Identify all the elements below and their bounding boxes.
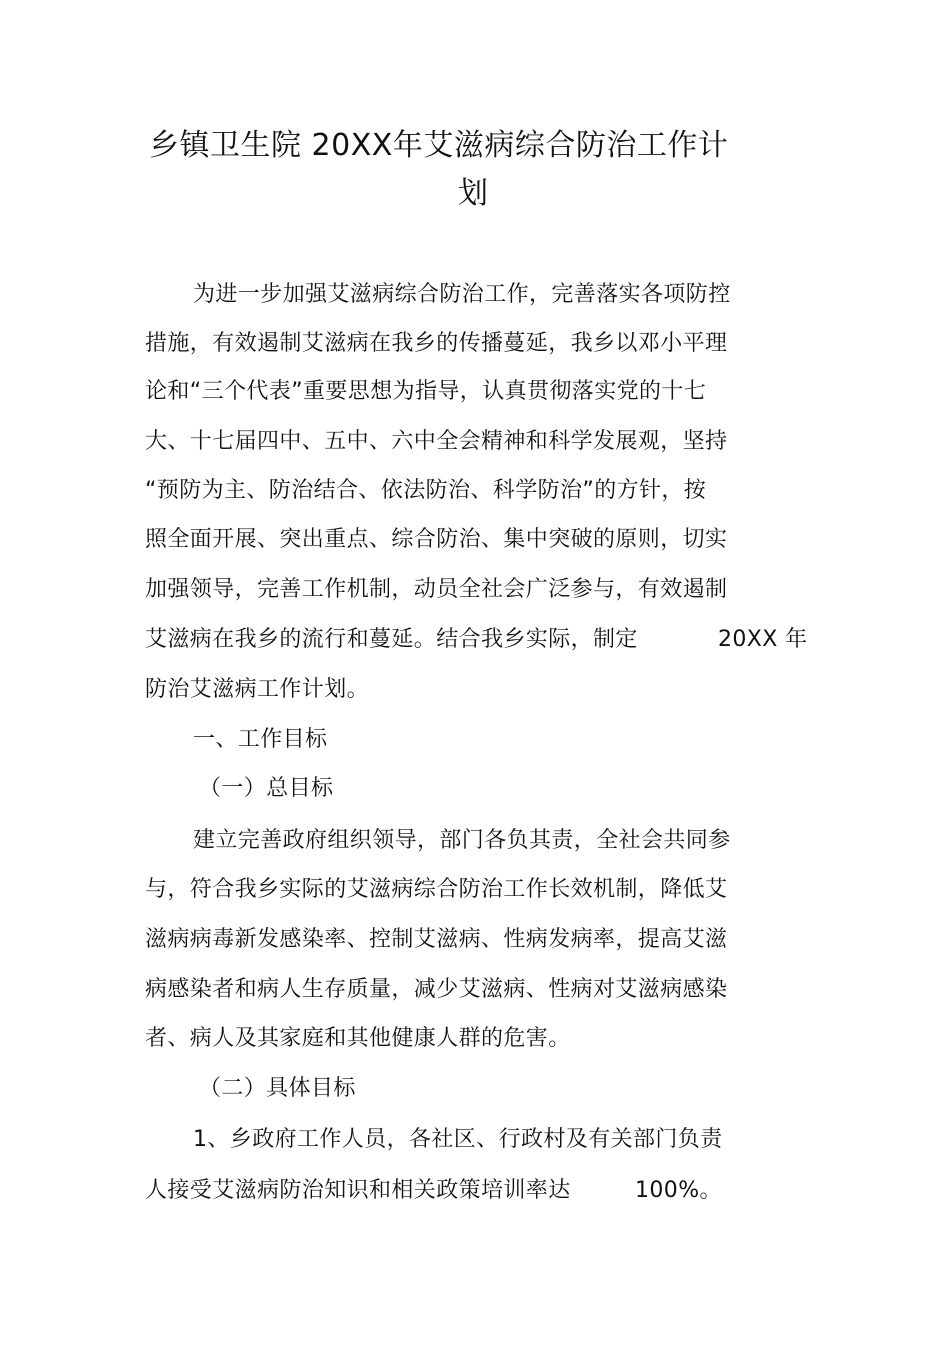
- subsection-heading-specific-goals: （二）具体目标: [199, 1076, 356, 1101]
- intro-paragraph-line: 论和“三个代表”重要思想为指导，认真贯彻落实党的十七: [145, 379, 707, 404]
- specific-goal-line: 人接受艾滋病防治知识和相关政策培训率达: [145, 1178, 571, 1203]
- intro-paragraph-line: 措施，有效遏制艾滋病在我乡的传播蔓延，我乡以邓小平理: [145, 331, 728, 356]
- intro-paragraph-line: 照全面开展、突出重点、综合防治、集中突破的原则，切实: [145, 527, 728, 552]
- overall-goal-line: 滋病病毒新发感染率、控制艾滋病、性病发病率，提高艾滋: [145, 927, 728, 952]
- subsection-heading-overall-goal: （一）总目标: [199, 776, 334, 801]
- intro-paragraph-line: “预防为主、防治结合、依法防治、科学防治”的方针，按: [145, 478, 707, 503]
- document-title-line-2: 划: [458, 176, 489, 211]
- intro-paragraph-line: 艾滋病在我乡的流行和蔓延。结合我乡实际，制定: [145, 627, 638, 652]
- overall-goal-line: 建立完善政府组织领导，部门各负其责，全社会共同参: [193, 828, 731, 853]
- intro-paragraph-line: 加强领导，完善工作机制，动员全社会广泛参与，有效遏制: [145, 577, 728, 602]
- overall-goal-line: 病感染者和病人生存质量，减少艾滋病、性病对艾滋病感染: [145, 977, 728, 1002]
- section-heading-work-goals: 一、工作目标: [193, 727, 328, 752]
- intro-paragraph-line: 为进一步加强艾滋病综合防治工作，完善落实各项防控: [193, 282, 731, 307]
- intro-year-text: 20XX 年: [718, 627, 808, 652]
- specific-goal-percentage: 100%。: [635, 1178, 722, 1203]
- overall-goal-line: 与，符合我乡实际的艾滋病综合防治工作长效机制，降低艾: [145, 877, 728, 902]
- specific-goal-line: 1、乡政府工作人员，各社区、行政村及有关部门负责: [193, 1127, 723, 1152]
- intro-paragraph-line: 大、十七届四中、五中、六中全会精神和科学发展观，坚持: [145, 429, 728, 454]
- document-title-line-1: 乡镇卫生院 20XX年艾滋病综合防治工作计: [149, 128, 729, 163]
- overall-goal-line: 者、病人及其家庭和其他健康人群的危害。: [145, 1026, 571, 1051]
- intro-paragraph-line: 防治艾滋病工作计划。: [145, 677, 370, 702]
